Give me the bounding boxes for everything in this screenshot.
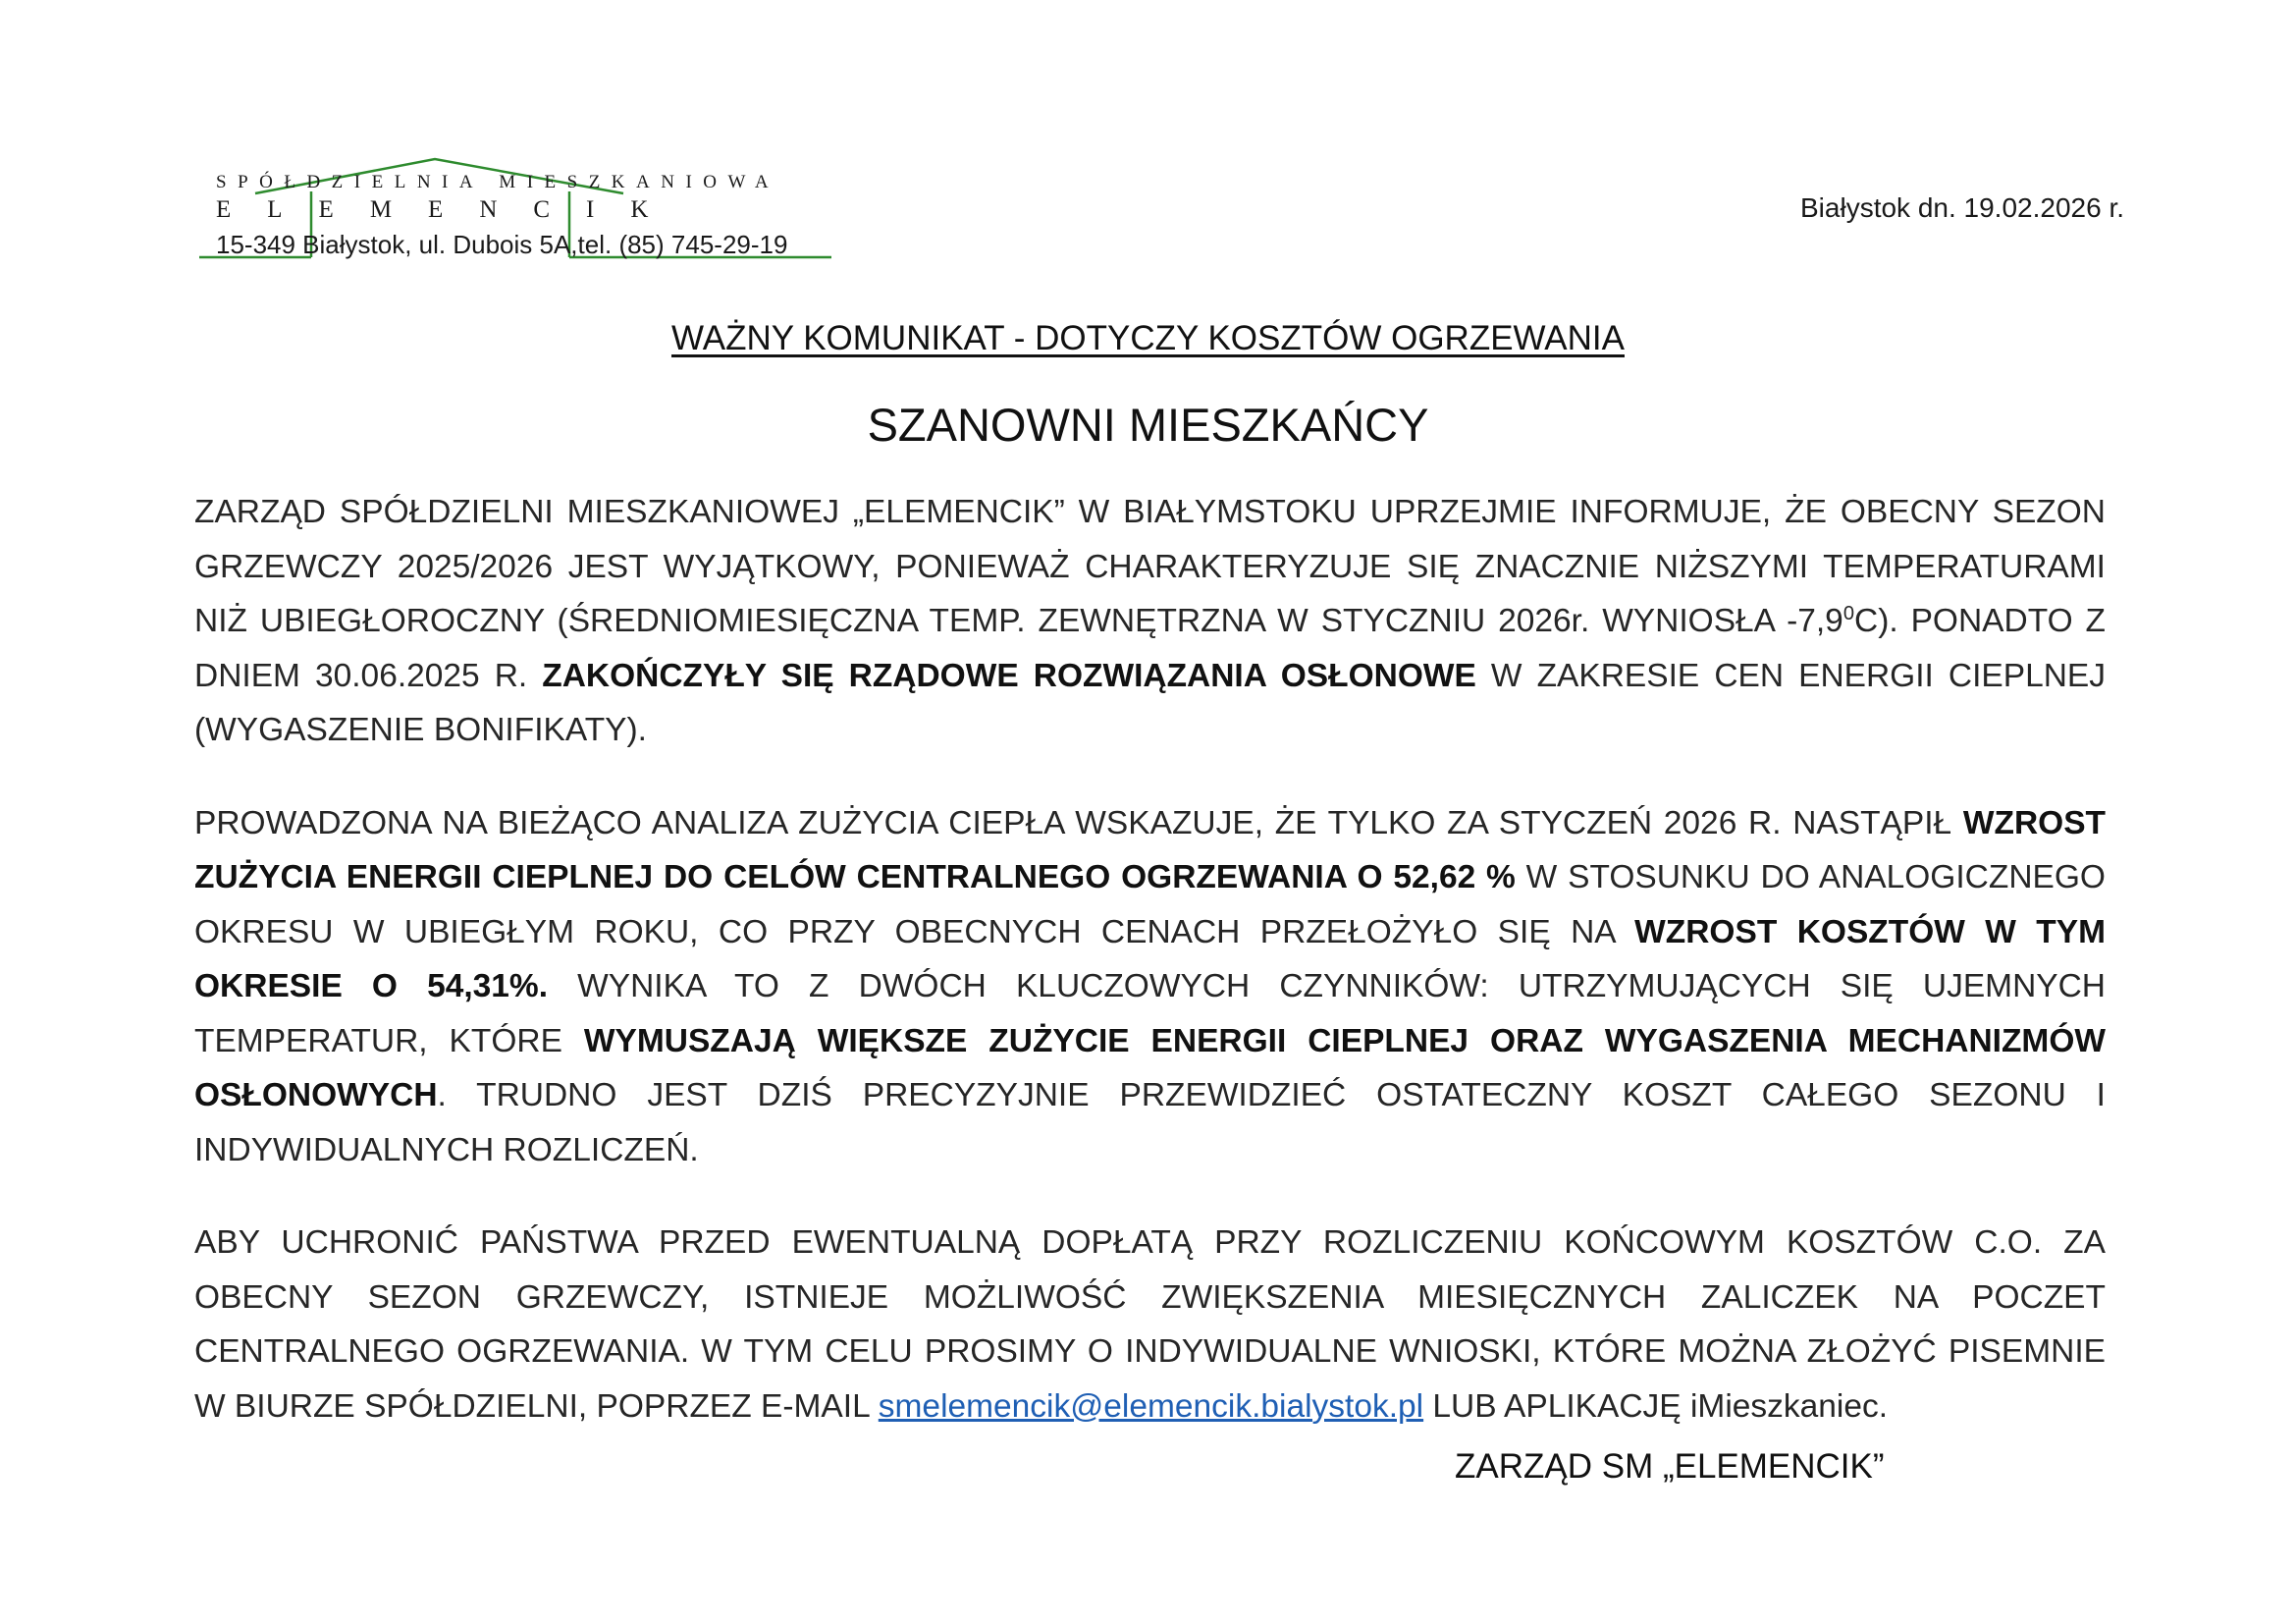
p2-text-3: WYNIKA TO Z DWÓCH KLUCZOWYCH CZYNNIKÓW: UTRZYMUJĄCYCH SIĘ UJEMNYCH TEMPERATUR, KTÓRE [194, 968, 2106, 1059]
p1-bold-1: ZAKOŃCZYŁY SIĘ RZĄDOWE ROZWIĄZANIA OSŁONOWE [542, 657, 1476, 694]
p3-text-1: ABY UCHRONIĆ PAŃSTWA PRZED EWENTUALNĄ DOPŁATĄ PRZY ROZLICZENIU KOŃCOWYM KOSZTÓW C.O. ZA OBECNY SEZON GRZEWCZY, ISTNIEJE MOŻLIWOŚĆ ZWIĘKSZENIA MIESIĘCZNYCH ZALICZEK NA POCZET CENTRALNEGO OGRZEWANIA. W TYM CELU PROSIMY O INDYWIDUALNE WNIOSKI, KTÓRE MOŻNA ZŁOŻYĆ PISEMNIE W BIURZE SPÓŁDZIELNI, POPRZEZ E-MAIL [194, 1224, 2106, 1425]
logo-cooperative-name: ELEMENCIK [216, 196, 685, 223]
p2-bold-3: WYMUSZAJĄ WIĘKSZE ZUŻYCIE ENERGII CIEPLNEJ ORAZ WYGASZENIA MECHANIZMÓW OSŁONOWYCH [194, 1022, 2106, 1113]
paragraph-2 [194, 796, 2106, 1178]
logo-address: 15-349 Białystok, ul. Dubois 5A,tel. (85) 745-29-19 [216, 230, 788, 259]
p2-text-1: PROWADZONA NA BIEŻĄCO ANALIZA ZUŻYCIA CIEPŁA WSKAZUJE, ŻE TYLKO ZA STYCZEŃ 2026 R. NASTĄPIŁ [194, 804, 1963, 841]
paragraph-1 [194, 485, 2106, 758]
p3-text-2: LUB APLIKACJĘ [1423, 1387, 1690, 1425]
p1-unit: r. [1571, 603, 1590, 639]
document-date: Białystok dn. 19.02.2026 r. [1800, 192, 2124, 223]
p2-bold-2: WZROST KOSZTÓW W TYM OKRESIE O 54,31%. [194, 913, 2107, 1004]
p1-text-2: WYNIOSŁA -7,9 [1589, 603, 1843, 639]
p1-text-1: ZARZĄD SPÓŁDZIELNI MIESZKANIOWEJ „ELEMENCIK” W BIAŁYMSTOKU UPRZEJMIE INFORMUJE, ŻE OBECNY SEZON GRZEWCZY 2025/2026 JEST WYJĄTKOWY, PONIEWAŻ CHARAKTERYZUJE SIĘ ZNACZNIE NIŻSZYMI TEMPERATURAMI NIŻ UBIEGŁOROCZNY (ŚREDNIOMIESIĘCZNA TEMP. ZEWNĘTRZNA W STYCZNIU 2026 [194, 494, 2106, 639]
logo-cooperative-label: SPÓŁDZIELNIA MIESZKANIOWA [216, 172, 780, 192]
p2-text-2: W STOSUNKU DO ANALOGICZNEGO OKRESU W UBIEGŁYM ROKU, CO PRZY OBECNYCH CENACH PRZEŁOŻYŁO SIĘ NA [194, 859, 2106, 950]
p1-text-4: W ZAKRESIE CEN ENERGII CIEPLNEJ (WYGASZENIE BONIFIKATY). [194, 657, 2106, 748]
app-name: iMieszkaniec. [1689, 1387, 1889, 1425]
cooperative-logo [191, 147, 859, 265]
notice-headline: WAŻNY KOMUNIKAT - DOTYCZY KOSZTÓW OGRZEWANIA [671, 319, 1625, 357]
degree-superscript: 0 [1842, 602, 1855, 624]
p2-bold-1: WZROST ZUŻYCIA ENERGII CIEPLNEJ DO CELÓW CENTRALNEGO OGRZEWANIA O 52,62 % [194, 804, 2106, 895]
notice-body [194, 485, 2106, 1472]
p2-text-4: . TRUDNO JEST DZIŚ PRECYZYJNIE PRZEWIDZIEĆ OSTATECZNY KOSZT CAŁEGO SEZONU I INDYWIDUALNYCH ROZLICZEŃ. [194, 1077, 2106, 1168]
salutation-heading: SZANOWNI MIESZKAŃCY [867, 399, 1429, 451]
paragraph-3 [194, 1216, 2106, 1434]
signature: ZARZĄD SM „ELEMENCIK” [1455, 1447, 1885, 1486]
email-link[interactable]: smelemencik@elemencik.bialystok.pl [878, 1387, 1424, 1425]
p1-text-3: C). PONADTO Z DNIEM 30.06.2025 R. [194, 603, 2107, 694]
